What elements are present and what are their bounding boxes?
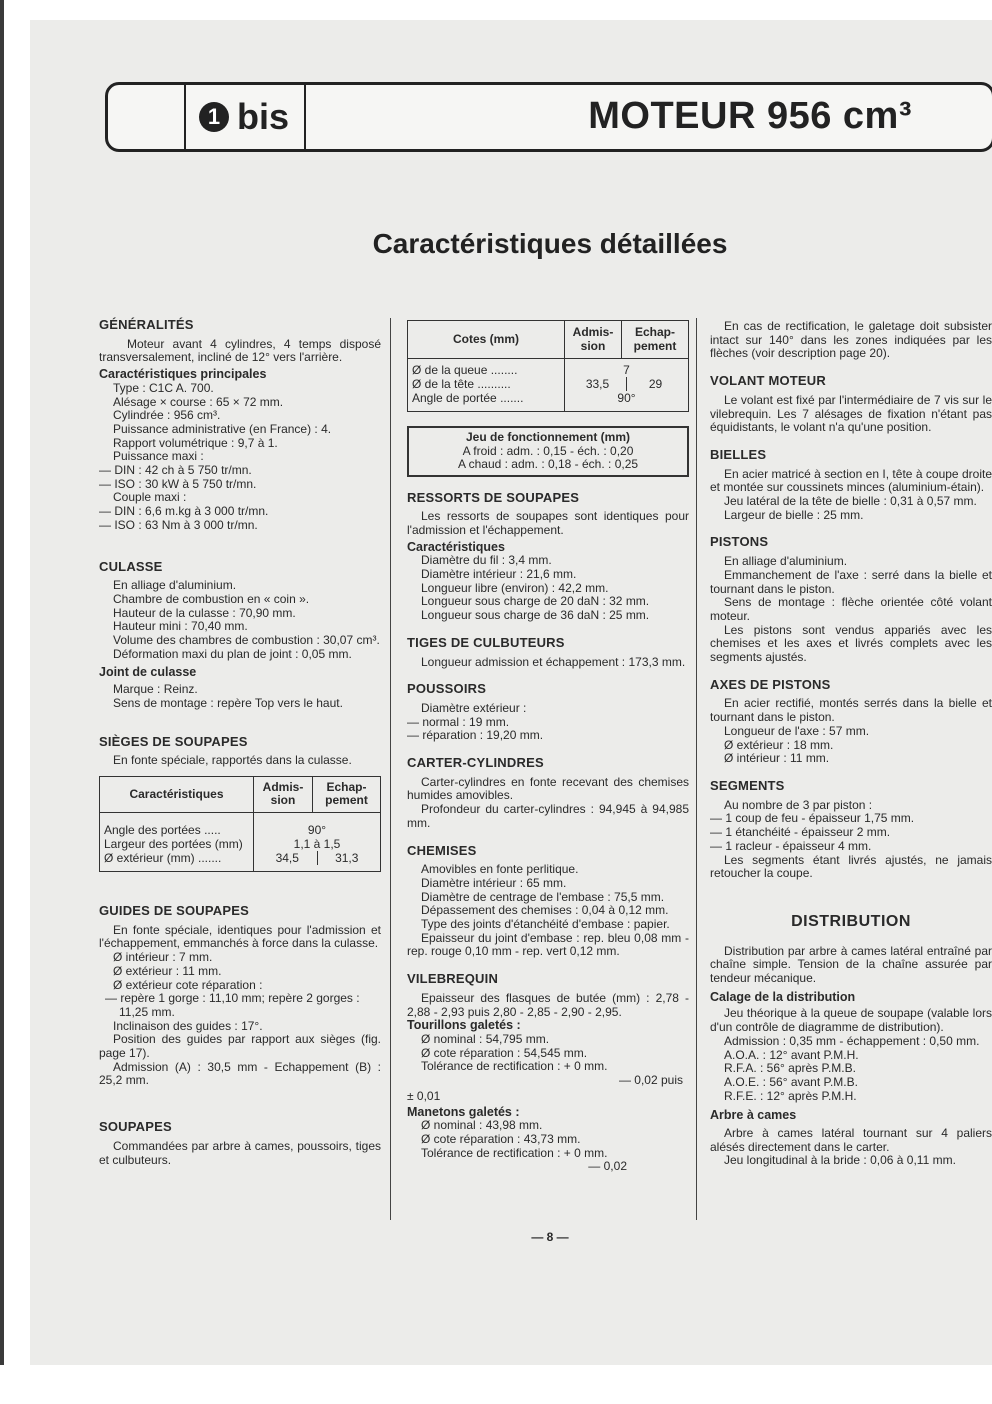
- spec-line: Longueur de l'axe : 57 mm.: [724, 723, 870, 738]
- table-header: Admis-sion: [254, 776, 313, 812]
- table-header: Cotes (mm): [408, 321, 565, 359]
- volant-text: Le volant est fixé par l'intermédiaire de 7 vis sur le vilebrequin. Les 7 alésages de fixation n'étant pas équidistants, le volant n'a qu'une position.: [710, 392, 992, 435]
- spec-line: Sens de montage : repère Top vers le haut.: [113, 695, 343, 710]
- table-cell: 7: [623, 363, 630, 377]
- box-title: Jeu de fonctionnement (mm): [465, 430, 630, 444]
- section-title-segments: SEGMENTS: [710, 777, 785, 793]
- spec-line: Position des guides par rapport aux sièges (fig. page 17).: [99, 1032, 381, 1061]
- spec-line: Tolérance de rectification : + 0 mm.: [421, 1145, 608, 1160]
- spec-line: Jeu latéral de la tête de bielle : 0,31 à 0,57 mm.: [724, 494, 977, 509]
- spec-line: — ISO : 63 Nm à 3 000 tr/mn.: [99, 517, 258, 532]
- spec-line: Type des joints d'étanchéité d'embase : papier.: [421, 917, 670, 932]
- spec-line: Dépassement des chemises : 0,04 à 0,12 mm.: [421, 903, 669, 918]
- table-cell: Largeur des portées (mm): [104, 836, 243, 851]
- spec-line: Ø extérieur : 11 mm.: [113, 963, 222, 978]
- spec-line: Déformation maxi du plan de joint : 0,05 mm.: [113, 646, 352, 661]
- chapter-header: [105, 82, 992, 152]
- spec-line: Admission : 0,35 mm - échappement : 0,50 mm.: [724, 1033, 980, 1048]
- subsection-calage: Calage de la distribution: [710, 989, 856, 1004]
- table-cell: Ø de la tête ..........: [412, 377, 511, 391]
- spec-line: En fonte spéciale, rapportés dans la culasse.: [113, 753, 352, 768]
- subsection-caracteristiques-principales: Caractéristiques principales: [99, 367, 267, 382]
- chapter-number-badge: 1: [199, 102, 229, 132]
- spec-line: Epaisseur des flasques de butée (mm) : 2,78 - 2,88 - 2,93 puis 2,80 - 2,85 - 2,90 - 2,95.: [407, 990, 689, 1019]
- spec-line: Au nombre de 3 par piston :: [724, 797, 873, 812]
- spec-line: — DIN : 42 ch à 5 750 tr/mn.: [99, 463, 252, 478]
- subsection-arbre-cames: Arbre à cames: [710, 1108, 797, 1123]
- table-cell: 33,5: [569, 377, 627, 391]
- section-title-tiges: TIGES DE CULBUTEURS: [407, 634, 565, 650]
- spec-line: Arbre à cames latéral tournant sur 4 paliers alésés directement dans le carter.: [710, 1126, 992, 1154]
- spec-line: Type : C1C A. 700.: [113, 380, 214, 395]
- column-2: [407, 320, 689, 1174]
- spec-line: Tolérance de rectification : + 0 mm.: [421, 1059, 608, 1074]
- section-title-sieges: SIÈGES DE SOUPAPES: [99, 733, 248, 749]
- carter-text: Carter-cylindres en fonte recevant des chemises humides amovibles.: [407, 774, 689, 803]
- table-row-values: [565, 359, 689, 412]
- table-row-labels: [408, 359, 565, 412]
- section-title-generalites: GÉNÉRALITÉS: [99, 317, 194, 332]
- spec-line: Ø nominal : 54,795 mm.: [421, 1032, 550, 1046]
- spec-line: Cylindrée : 956 cm³.: [113, 408, 221, 423]
- section-title-axes: AXES DE PISTONS: [710, 676, 831, 692]
- galetage-intro: En cas de rectification, le galetage doit subsister intact sur 140° dans les zones indiquées par les flèches (voir description page 20).: [710, 319, 992, 361]
- spec-line: — 1 coup de feu - épaisseur 1,75 mm.: [710, 811, 915, 826]
- spec-line: Epaisseur du joint d'embase : rep. bleu 0,08 mm - rep. rouge 0,10 mm - rep. vert 0,12 mm.: [407, 930, 689, 959]
- column-1: [99, 318, 381, 1167]
- spec-line: Longueur sous charge de 36 daN : 25 mm.: [421, 608, 650, 623]
- header-blank-cell: [108, 85, 186, 149]
- ressorts-text: Les ressorts de soupapes sont identiques pour l'admission et l'échappement.: [407, 509, 689, 537]
- section-title-volant: VOLANT MOTEUR: [710, 373, 826, 389]
- page-number: — 8 —: [531, 1230, 569, 1244]
- spec-line: Longueur libre (environ) : 42,2 mm.: [421, 580, 609, 595]
- spec-line: Diamètre de centrage de l'embase : 75,5 mm.: [421, 889, 665, 904]
- chapter-suffix: bis: [236, 96, 289, 137]
- spec-line: R.F.A. : 56° après P.M.B.: [724, 1061, 856, 1076]
- spec-line: Alésage × course : 65 × 72 mm.: [113, 394, 284, 409]
- spec-line: Diamètre intérieur : 65 mm.: [421, 875, 567, 890]
- section-title-culasse: CULASSE: [99, 558, 163, 574]
- generalites-intro: Moteur avant 4 cylindres, 4 temps disposé transversalement, incliné de 12° vers l'arrière.: [99, 336, 381, 365]
- table-header: Admis-sion: [565, 321, 622, 359]
- table-cell: Angle de portée .......: [412, 391, 524, 405]
- section-title-soupapes: SOUPAPES: [99, 1119, 172, 1135]
- spec-line: Puissance administrative (en France) : 4.: [113, 421, 332, 436]
- section-title-pistons: PISTONS: [710, 534, 769, 550]
- spec-line: Jeu théorique à la queue de soupape (valable lors d'un contrôle de diagramme de distribution).: [710, 1006, 992, 1035]
- bielles-text: En acier matricé à section en I, tête à coupe droite et montée sur coussinets minces (aluminium-étain).: [710, 466, 992, 495]
- column-3: [710, 320, 992, 1168]
- section-title-chemises: CHEMISES: [407, 842, 477, 858]
- table-header: Caractéristiques: [100, 776, 254, 812]
- spec-line: — repère 1 gorge : 11,10 mm; repère 2 gorges : 11,25 mm.: [105, 991, 360, 1019]
- scan-margin: [0, 1365, 992, 1404]
- spec-line: ± 0,01: [407, 1088, 441, 1103]
- spec-line: Les segments étant livrés ajustés, ne jamais retoucher la coupe.: [710, 852, 992, 881]
- spec-line: Ø intérieur : 11 mm.: [724, 751, 830, 766]
- spec-line: Rapport volumétrique : 9,7 à 1.: [113, 435, 278, 450]
- spec-line: Ø extérieur cote réparation :: [113, 977, 263, 992]
- table-cell: 1,1 à 1,5: [293, 836, 341, 851]
- table-row-values: [254, 812, 381, 871]
- spec-line: Couple maxi :: [113, 490, 187, 505]
- spec-line: A.O.A. : 12° avant P.M.H.: [724, 1047, 859, 1062]
- table-cell: Ø extérieur (mm) .......: [104, 850, 222, 865]
- distribution-text: Distribution par arbre à cames latéral entraîné par chaîne simple. Tension de la chaîne assurée par tendeur mécanique.: [710, 943, 992, 986]
- spec-line: — réparation : 19,20 mm.: [407, 728, 544, 743]
- column-divider-2: [696, 318, 697, 1220]
- spec-line: Admission (A) : 30,5 mm - Echappement (B) : 25,2 mm.: [99, 1059, 381, 1088]
- column-divider-1: [390, 318, 391, 1220]
- sieges-table: [99, 776, 381, 872]
- spec-line: Profondeur du carter-cylindres : 94,945 à 94,985 mm.: [407, 802, 689, 830]
- spec-line: Puissance maxi :: [113, 449, 204, 464]
- spec-line: En alliage d'aluminium.: [724, 554, 848, 569]
- spec-line: Hauteur mini : 70,40 mm.: [113, 619, 248, 634]
- spec-line: — 0,02: [588, 1159, 627, 1174]
- spec-line: Jeu longitudinal à la bride : 0,06 à 0,11 mm.: [724, 1153, 956, 1168]
- spec-line: Diamètre du fil : 3,4 mm.: [421, 553, 552, 568]
- guides-text: En fonte spéciale, identiques pour l'admission et l'échappement, emmanchés à force dans la culasse.: [99, 922, 381, 951]
- spec-line: Volume des chambres de combustion : 30,07 cm³.: [113, 633, 380, 648]
- table-cell: 34,5: [258, 851, 318, 865]
- spec-line: Emmanchement de l'axe : serré dans la bielle et tournant dans le piston.: [710, 567, 992, 596]
- spec-line: Ø intérieur : 7 mm.: [113, 950, 213, 965]
- table-cell: 90°: [617, 391, 636, 405]
- table-split-row: [258, 851, 376, 865]
- spec-line: Hauteur de la culasse : 70,90 mm.: [113, 605, 296, 620]
- table-cell: 31,3: [335, 850, 359, 865]
- spec-line: — 1 étanchéité - épaisseur 2 mm.: [710, 825, 891, 840]
- axes-text: En acier rectifié, montés serrés dans la bielle et tournant dans le piston.: [710, 696, 992, 725]
- table-cell: 90°: [307, 822, 327, 837]
- subsection-manetons: Manetons galetés :: [407, 1104, 520, 1119]
- table-cell: 29: [648, 377, 663, 391]
- page-binding-edge: [0, 0, 4, 1404]
- section-title-ressorts: RESSORTS DE SOUPAPES: [407, 489, 580, 505]
- box-line: A chaud : adm. : 0,18 - éch. : 0,25: [457, 457, 639, 471]
- subsection-joint-culasse: Joint de culasse: [99, 665, 197, 680]
- table-header: Echap-pement: [622, 321, 689, 359]
- spec-line: Diamètre intérieur : 21,6 mm.: [421, 567, 577, 582]
- section-title-poussoirs: POUSSOIRS: [407, 681, 487, 697]
- section-title-carter: CARTER-CYLINDRES: [407, 755, 544, 771]
- subsection-tourillons: Tourillons galetés :: [407, 1018, 521, 1033]
- spec-line: Sens de montage : flèche orientée côté volant moteur.: [710, 595, 992, 623]
- table-split-row: [569, 377, 684, 391]
- page-title: Caractéristiques détaillées: [372, 228, 728, 259]
- chapter-number-cell: [184, 85, 306, 149]
- chapter-title: MOTEUR 956 cm³: [588, 95, 912, 137]
- spec-line: Ø nominal : 43,98 mm.: [421, 1118, 543, 1133]
- spec-line: Ø cote réparation : 43,73 mm.: [421, 1131, 581, 1146]
- section-title-bielles: BIELLES: [710, 446, 767, 462]
- section-title-guides: GUIDES DE SOUPAPES: [99, 902, 250, 918]
- spec-line: Chambre de combustion en « coin ».: [113, 591, 310, 606]
- jeu-fonctionnement-box: [407, 426, 689, 477]
- subsection-caracteristiques: Caractéristiques: [407, 539, 505, 554]
- cotes-table: [407, 320, 689, 412]
- spec-line: Longueur sous charge de 20 daN : 32 mm.: [421, 594, 650, 609]
- spec-line: Marque : Reinz.: [113, 682, 198, 697]
- spec-line: Amovibles en fonte perlitique.: [421, 862, 579, 877]
- table-row-labels: [100, 812, 254, 871]
- soupapes-text: Commandées par arbre à cames, poussoirs, tiges et culbuteurs.: [99, 1138, 381, 1167]
- spec-line: — ISO : 30 kW à 5 750 tr/mn.: [99, 476, 257, 491]
- spec-line: Inclinaison des guides : 17°.: [113, 1018, 263, 1033]
- spec-line: Les pistons sont vendus appariés avec les chemises et les axes et livrés complets avec les segments ajustés.: [710, 622, 992, 665]
- table-header: Echap-pement: [313, 776, 381, 812]
- spec-line: Diamètre extérieur :: [421, 700, 527, 715]
- section-title-vilebrequin: VILEBREQUIN: [407, 971, 499, 987]
- spec-line: — 0,02 puis: [618, 1073, 683, 1088]
- spec-line: Ø cote réparation : 54,545 mm.: [421, 1045, 588, 1060]
- spec-line: Ø extérieur : 18 mm.: [724, 737, 834, 752]
- spec-line: — DIN : 6,6 m.kg à 3 000 tr/mn.: [99, 504, 269, 519]
- spec-line: Largeur de bielle : 25 mm.: [724, 507, 864, 522]
- tiges-text: Longueur admission et échappement : 173,3 mm.: [421, 654, 686, 669]
- spec-line: En alliage d'aluminium.: [113, 578, 237, 593]
- box-line: A froid : adm. : 0,15 - éch. : 0,20: [462, 443, 634, 458]
- spec-line: — 1 racleur - épaisseur 4 mm.: [710, 838, 872, 853]
- spec-line: R.F.E. : 12° après P.M.H.: [724, 1088, 857, 1103]
- spec-line: — normal : 19 mm.: [407, 714, 510, 729]
- section-title-distribution: DISTRIBUTION: [791, 912, 911, 930]
- spec-line: A.O.E. : 56° avant P.M.B.: [724, 1074, 858, 1089]
- table-cell: Angle des portées .....: [104, 822, 221, 837]
- table-cell: Ø de la queue ........: [412, 363, 518, 377]
